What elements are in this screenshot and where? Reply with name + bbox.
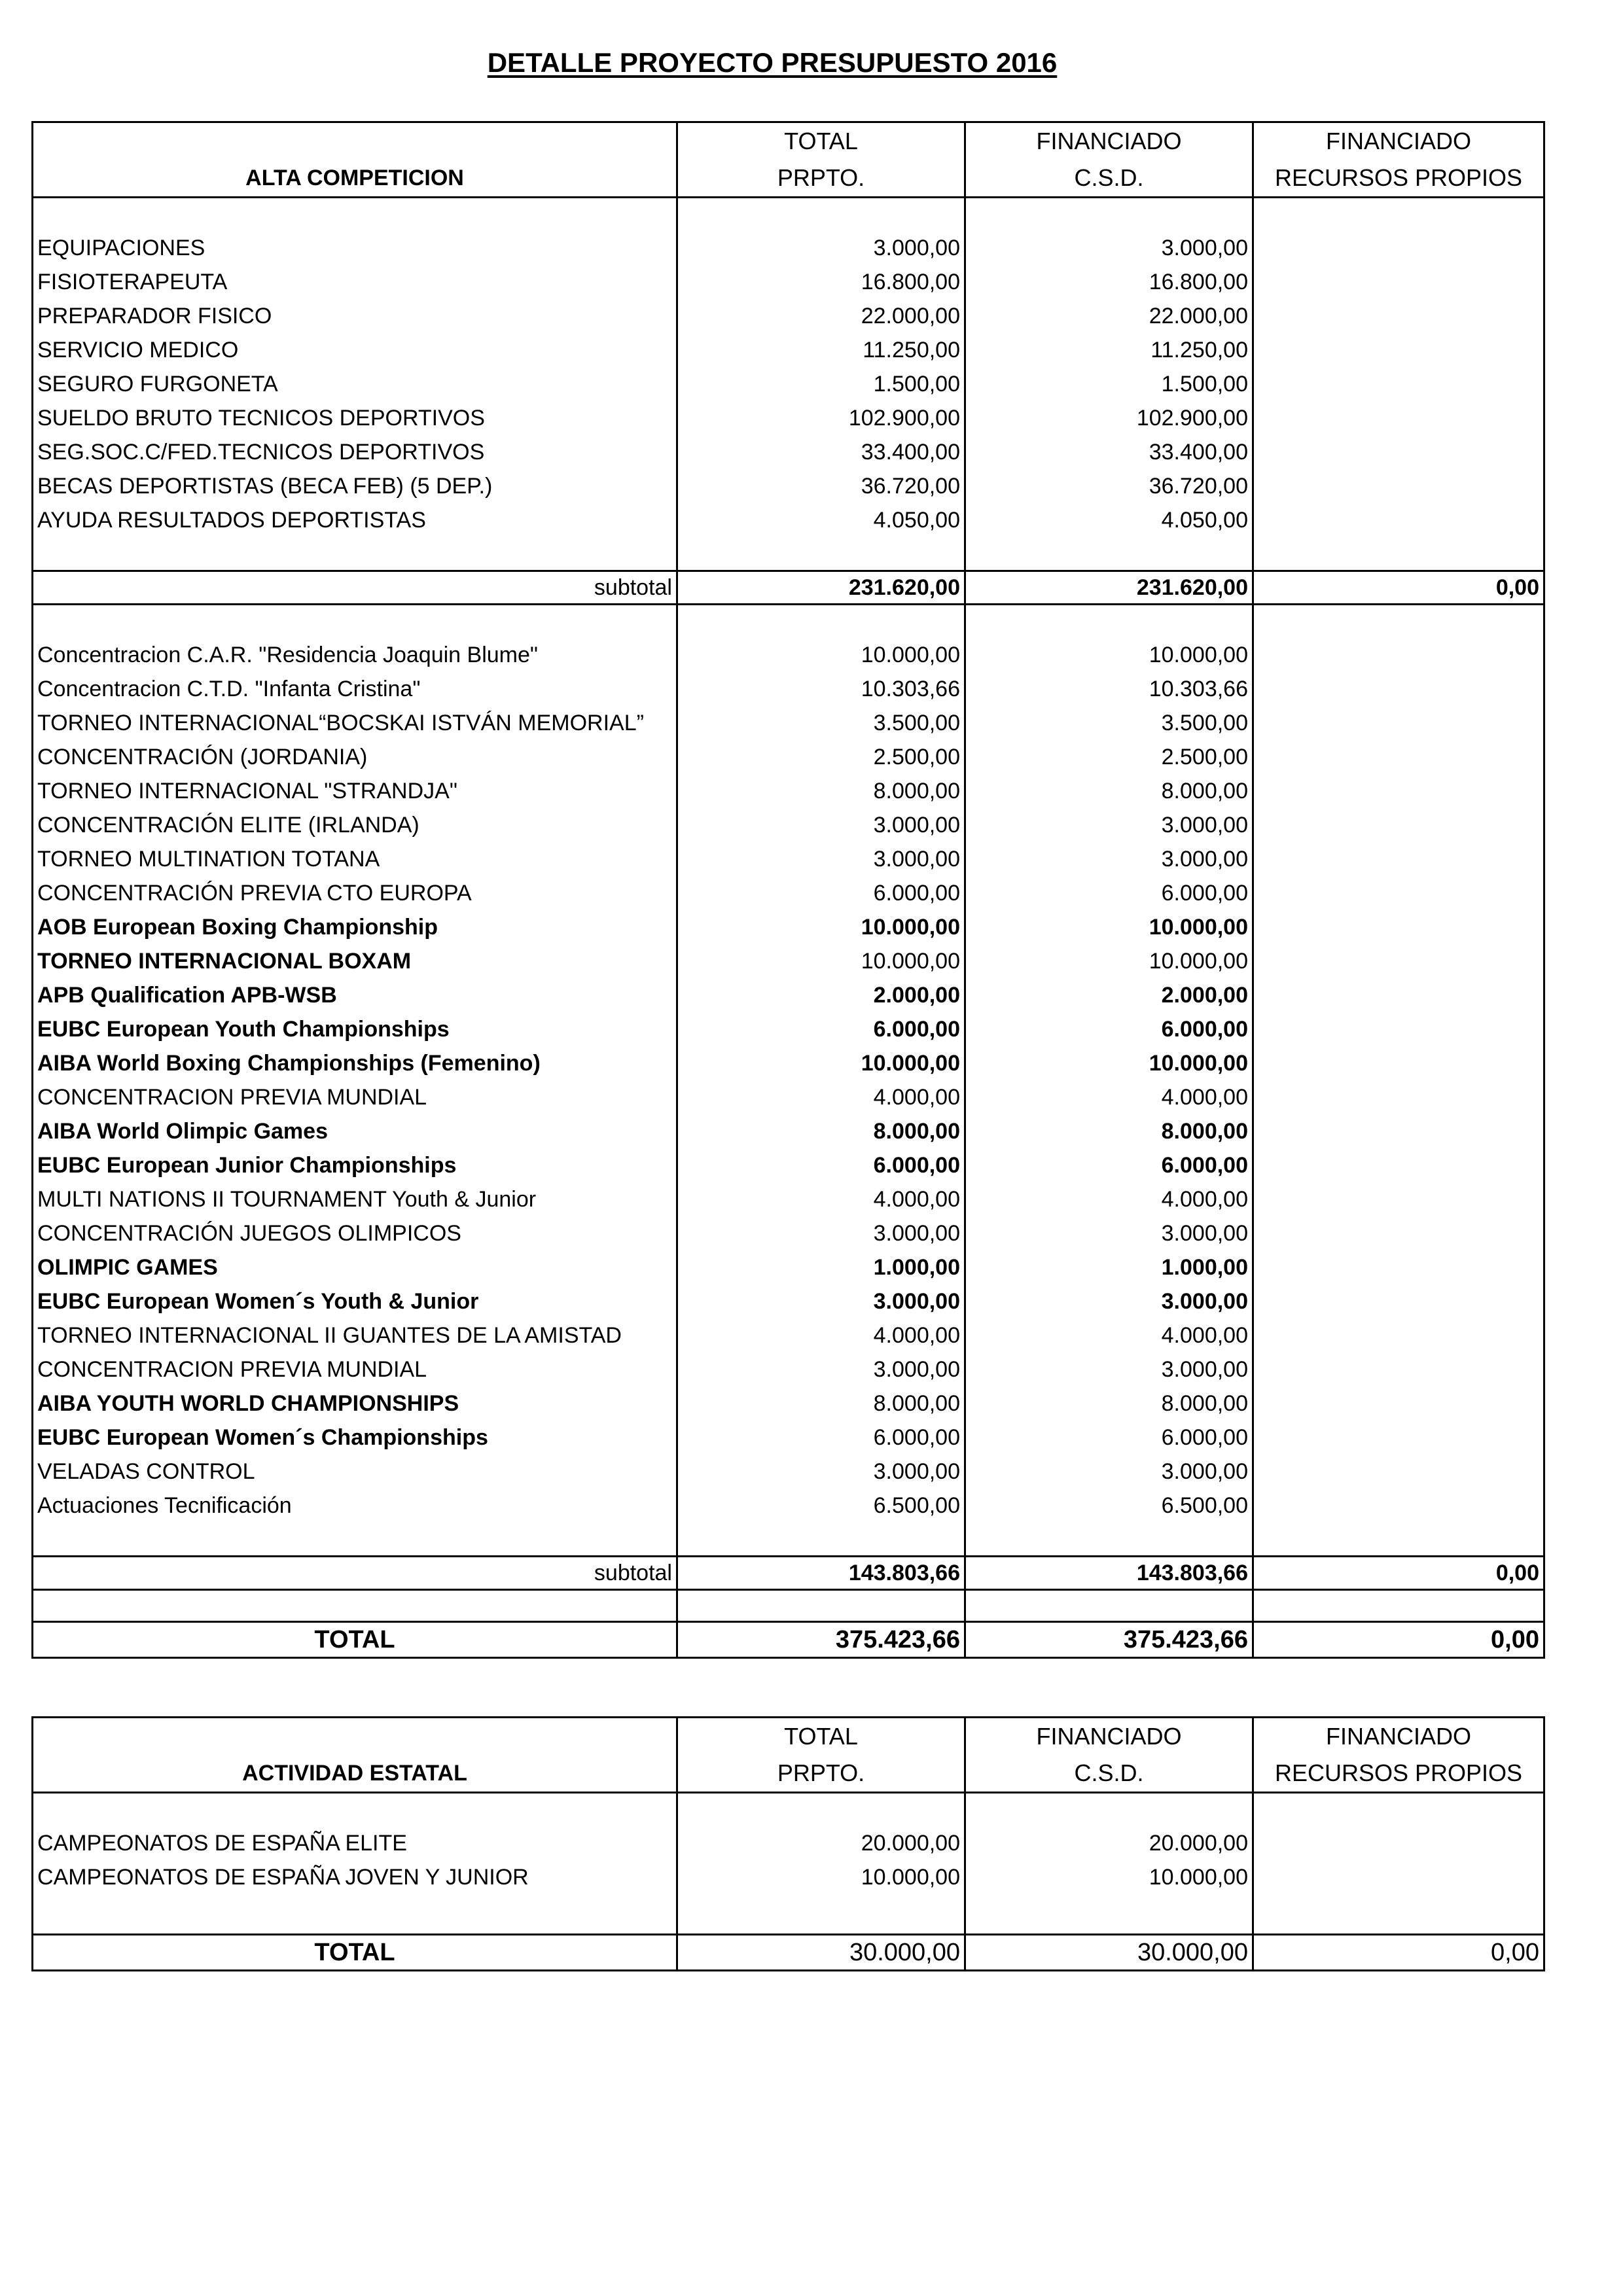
- table-row: [33, 1352, 1544, 1386]
- row-concept: VELADAS CONTROL: [33, 1455, 677, 1489]
- row-total-prpto: 4.050,00: [677, 503, 965, 537]
- row-recursos-propios: [1253, 503, 1544, 537]
- page-title: DETALLE PROYECTO PRESUPUESTO 2016: [487, 47, 1058, 78]
- table-row: [33, 1455, 1544, 1489]
- row-recursos-propios: [1253, 1114, 1544, 1148]
- row-recursos-propios: [1253, 672, 1544, 706]
- grand-total-total: 30.000,00: [677, 1935, 965, 1971]
- row-financiado-csd: 102.900,00: [965, 401, 1253, 435]
- row-concept: SEG.SOC.C/FED.TECNICOS DEPORTIVOS: [33, 435, 677, 469]
- alta-competicion-table: [31, 121, 1545, 1659]
- row-financiado-csd: 6.500,00: [965, 1489, 1253, 1523]
- subtotal-label: subtotal: [33, 1557, 677, 1590]
- row-recursos-propios: [1253, 808, 1544, 842]
- row-total-prpto: 4.000,00: [677, 1318, 965, 1352]
- row-total-prpto: 3.000,00: [677, 231, 965, 265]
- row-recursos-propios: [1253, 231, 1544, 265]
- row-recursos-propios: [1253, 299, 1544, 333]
- row-total-prpto: 8.000,00: [677, 1114, 965, 1148]
- row-financiado-csd: 36.720,00: [965, 469, 1253, 503]
- spacer-row: [33, 1523, 1544, 1557]
- table-row: [33, 299, 1544, 333]
- row-financiado-csd: 20.000,00: [965, 1826, 1253, 1860]
- col-propios-line2: RECURSOS PROPIOS: [1253, 160, 1544, 198]
- row-financiado-csd: 10.303,66: [965, 672, 1253, 706]
- row-financiado-csd: 4.000,00: [965, 1318, 1253, 1352]
- table-row: [33, 469, 1544, 503]
- row-recursos-propios: [1253, 1489, 1544, 1523]
- row-recursos-propios: [1253, 1421, 1544, 1455]
- row-financiado-csd: 6.000,00: [965, 1148, 1253, 1182]
- table-row: [33, 1489, 1544, 1523]
- row-total-prpto: 2.000,00: [677, 978, 965, 1012]
- row-total-prpto: 3.000,00: [677, 842, 965, 876]
- row-concept: BECAS DEPORTISTAS (BECA FEB) (5 DEP.): [33, 469, 677, 503]
- spacer-row: [33, 1793, 1544, 1827]
- row-total-prpto: 3.000,00: [677, 1455, 965, 1489]
- row-concept: TORNEO INTERNACIONAL“BOCSKAI ISTVÁN MEMORIAL”: [33, 706, 677, 740]
- subtotal-csd: 231.620,00: [965, 571, 1253, 605]
- col-csd-line2: C.S.D.: [965, 160, 1253, 198]
- row-total-prpto: 6.500,00: [677, 1489, 965, 1523]
- row-total-prpto: 1.500,00: [677, 367, 965, 401]
- row-total-prpto: 4.000,00: [677, 1182, 965, 1216]
- row-concept: TORNEO MULTINATION TOTANA: [33, 842, 677, 876]
- row-concept: APB Qualification APB-WSB: [33, 978, 677, 1012]
- row-recursos-propios: [1253, 944, 1544, 978]
- grand-total-csd: 30.000,00: [965, 1935, 1253, 1971]
- col-total-line2: PRPTO.: [677, 1755, 965, 1793]
- row-concept: CAMPEONATOS DE ESPAÑA JOVEN Y JUNIOR: [33, 1860, 677, 1894]
- row-recursos-propios: [1253, 706, 1544, 740]
- row-concept: PREPARADOR FISICO: [33, 299, 677, 333]
- spacer-row: [33, 537, 1544, 571]
- spacer-row: [33, 1894, 1544, 1935]
- row-financiado-csd: 22.000,00: [965, 299, 1253, 333]
- table-row: [33, 1421, 1544, 1455]
- row-financiado-csd: 6.000,00: [965, 876, 1253, 910]
- row-concept: TORNEO INTERNACIONAL "STRANDJA": [33, 774, 677, 808]
- row-financiado-csd: 3.000,00: [965, 231, 1253, 265]
- row-recursos-propios: [1253, 1284, 1544, 1318]
- row-total-prpto: 10.000,00: [677, 1046, 965, 1080]
- row-total-prpto: 6.000,00: [677, 1012, 965, 1046]
- row-total-prpto: 20.000,00: [677, 1826, 965, 1860]
- row-total-prpto: 22.000,00: [677, 299, 965, 333]
- table-row: [33, 672, 1544, 706]
- row-recursos-propios: [1253, 1386, 1544, 1421]
- row-concept: AOB European Boxing Championship: [33, 910, 677, 944]
- row-concept: CONCENTRACION PREVIA MUNDIAL: [33, 1080, 677, 1114]
- row-financiado-csd: 3.500,00: [965, 706, 1253, 740]
- row-concept: CONCENTRACIÓN PREVIA CTO EUROPA: [33, 876, 677, 910]
- table-header-row: [33, 122, 1544, 160]
- row-concept: EUBC European Women´s Youth & Junior: [33, 1284, 677, 1318]
- col-csd-line1: FINANCIADO: [965, 122, 1253, 160]
- row-financiado-csd: 10.000,00: [965, 1046, 1253, 1080]
- subtotal-row: [33, 1557, 1544, 1590]
- row-concept: AIBA World Olimpic Games: [33, 1114, 677, 1148]
- row-total-prpto: 6.000,00: [677, 1421, 965, 1455]
- row-financiado-csd: 1.000,00: [965, 1250, 1253, 1284]
- row-total-prpto: 36.720,00: [677, 469, 965, 503]
- grand-total-row: [33, 1622, 1544, 1658]
- row-recursos-propios: [1253, 774, 1544, 808]
- row-total-prpto: 3.500,00: [677, 706, 965, 740]
- row-recursos-propios: [1253, 1826, 1544, 1860]
- row-total-prpto: 33.400,00: [677, 435, 965, 469]
- subtotal-row: [33, 571, 1544, 605]
- row-recursos-propios: [1253, 1352, 1544, 1386]
- row-total-prpto: 3.000,00: [677, 1352, 965, 1386]
- table-row: [33, 978, 1544, 1012]
- row-total-prpto: 10.000,00: [677, 944, 965, 978]
- row-financiado-csd: 16.800,00: [965, 265, 1253, 299]
- row-total-prpto: 102.900,00: [677, 401, 965, 435]
- table-row: [33, 1826, 1544, 1860]
- table-row: [33, 435, 1544, 469]
- table-row: [33, 706, 1544, 740]
- table-row: [33, 367, 1544, 401]
- section-heading: ACTIVIDAD ESTATAL: [33, 1755, 677, 1793]
- col-total-line1: TOTAL: [677, 1718, 965, 1756]
- col-csd-line1: FINANCIADO: [965, 1718, 1253, 1756]
- table-header-row: [33, 1755, 1544, 1793]
- row-recursos-propios: [1253, 978, 1544, 1012]
- col-total-line2: PRPTO.: [677, 160, 965, 198]
- row-concept: OLIMPIC GAMES: [33, 1250, 677, 1284]
- row-financiado-csd: 1.500,00: [965, 367, 1253, 401]
- subtotal-total: 143.803,66: [677, 1557, 965, 1590]
- col-csd-line2: C.S.D.: [965, 1755, 1253, 1793]
- subtotal-csd: 143.803,66: [965, 1557, 1253, 1590]
- table-row: [33, 638, 1544, 672]
- subtotal-propios: 0,00: [1253, 1557, 1544, 1590]
- col-propios-line1: FINANCIADO: [1253, 1718, 1544, 1756]
- actividad-estatal-table: [31, 1716, 1545, 1971]
- table-row: [33, 842, 1544, 876]
- table-row: [33, 333, 1544, 367]
- row-concept: CONCENTRACIÓN JUEGOS OLIMPICOS: [33, 1216, 677, 1250]
- row-concept: CAMPEONATOS DE ESPAÑA ELITE: [33, 1826, 677, 1860]
- table-row: [33, 1386, 1544, 1421]
- row-concept: FISIOTERAPEUTA: [33, 265, 677, 299]
- table-row: [33, 1046, 1544, 1080]
- row-concept: EQUIPACIONES: [33, 231, 677, 265]
- grand-total-label: TOTAL: [33, 1935, 677, 1971]
- row-recursos-propios: [1253, 876, 1544, 910]
- row-recursos-propios: [1253, 333, 1544, 367]
- row-recursos-propios: [1253, 1080, 1544, 1114]
- row-concept: SEGURO FURGONETA: [33, 367, 677, 401]
- row-financiado-csd: 3.000,00: [965, 1455, 1253, 1489]
- table-row: [33, 503, 1544, 537]
- subtotal-label: subtotal: [33, 571, 677, 605]
- section-heading: ALTA COMPETICION: [33, 160, 677, 198]
- row-financiado-csd: 10.000,00: [965, 910, 1253, 944]
- row-recursos-propios: [1253, 638, 1544, 672]
- row-total-prpto: 6.000,00: [677, 876, 965, 910]
- table-row: [33, 1250, 1544, 1284]
- row-financiado-csd: 3.000,00: [965, 1352, 1253, 1386]
- table-row: [33, 774, 1544, 808]
- row-financiado-csd: 6.000,00: [965, 1421, 1253, 1455]
- table-row: [33, 1148, 1544, 1182]
- col-propios-line1: FINANCIADO: [1253, 122, 1544, 160]
- row-concept: Actuaciones Tecnificación: [33, 1489, 677, 1523]
- row-financiado-csd: 4.000,00: [965, 1182, 1253, 1216]
- table-row: [33, 1114, 1544, 1148]
- row-total-prpto: 10.000,00: [677, 1860, 965, 1894]
- spacer-row: [33, 605, 1544, 639]
- row-financiado-csd: 2.500,00: [965, 740, 1253, 774]
- row-recursos-propios: [1253, 435, 1544, 469]
- table-row: [33, 1318, 1544, 1352]
- table-row: [33, 1012, 1544, 1046]
- row-financiado-csd: 8.000,00: [965, 1114, 1253, 1148]
- row-recursos-propios: [1253, 1216, 1544, 1250]
- row-financiado-csd: 6.000,00: [965, 1012, 1253, 1046]
- row-concept: AIBA World Boxing Championships (Femenino): [33, 1046, 677, 1080]
- row-concept: EUBC European Youth Championships: [33, 1012, 677, 1046]
- table-row: [33, 944, 1544, 978]
- row-concept: AIBA YOUTH WORLD CHAMPIONSHIPS: [33, 1386, 677, 1421]
- row-financiado-csd: 4.000,00: [965, 1080, 1253, 1114]
- row-financiado-csd: 10.000,00: [965, 944, 1253, 978]
- row-financiado-csd: 3.000,00: [965, 808, 1253, 842]
- table-row: [33, 1216, 1544, 1250]
- grand-total-row: [33, 1935, 1544, 1971]
- row-concept: Concentracion C.T.D. "Infanta Cristina": [33, 672, 677, 706]
- row-recursos-propios: [1253, 740, 1544, 774]
- row-financiado-csd: 8.000,00: [965, 774, 1253, 808]
- row-recursos-propios: [1253, 1046, 1544, 1080]
- row-total-prpto: 8.000,00: [677, 774, 965, 808]
- row-total-prpto: 2.500,00: [677, 740, 965, 774]
- row-concept: TORNEO INTERNACIONAL BOXAM: [33, 944, 677, 978]
- row-recursos-propios: [1253, 1012, 1544, 1046]
- row-financiado-csd: 11.250,00: [965, 333, 1253, 367]
- row-total-prpto: 8.000,00: [677, 1386, 965, 1421]
- table-row: [33, 1182, 1544, 1216]
- row-financiado-csd: 33.400,00: [965, 435, 1253, 469]
- row-total-prpto: 3.000,00: [677, 1216, 965, 1250]
- row-total-prpto: 10.000,00: [677, 638, 965, 672]
- row-recursos-propios: [1253, 1182, 1544, 1216]
- table-row: [33, 1284, 1544, 1318]
- grand-total-csd: 375.423,66: [965, 1622, 1253, 1658]
- table-row: [33, 401, 1544, 435]
- table-row: [33, 876, 1544, 910]
- table-header-row: [33, 160, 1544, 198]
- table-row: [33, 265, 1544, 299]
- col-propios-line2: RECURSOS PROPIOS: [1253, 1755, 1544, 1793]
- table-row: [33, 1080, 1544, 1114]
- row-recursos-propios: [1253, 265, 1544, 299]
- empty-row: [33, 1590, 1544, 1622]
- col-total-line1: TOTAL: [677, 122, 965, 160]
- row-concept: AYUDA RESULTADOS DEPORTISTAS: [33, 503, 677, 537]
- row-concept: SUELDO BRUTO TECNICOS DEPORTIVOS: [33, 401, 677, 435]
- row-total-prpto: 10.303,66: [677, 672, 965, 706]
- grand-total-propios: 0,00: [1253, 1622, 1544, 1658]
- row-financiado-csd: 3.000,00: [965, 842, 1253, 876]
- row-total-prpto: 10.000,00: [677, 910, 965, 944]
- grand-total-label: TOTAL: [33, 1622, 677, 1658]
- row-total-prpto: 3.000,00: [677, 1284, 965, 1318]
- spacer-row: [33, 198, 1544, 232]
- grand-total-total: 375.423,66: [677, 1622, 965, 1658]
- subtotal-total: 231.620,00: [677, 571, 965, 605]
- subtotal-propios: 0,00: [1253, 571, 1544, 605]
- row-concept: CONCENTRACION PREVIA MUNDIAL: [33, 1352, 677, 1386]
- row-financiado-csd: 10.000,00: [965, 1860, 1253, 1894]
- table-row: [33, 910, 1544, 944]
- row-concept: MULTI NATIONS II TOURNAMENT Youth & Junior: [33, 1182, 677, 1216]
- row-total-prpto: 6.000,00: [677, 1148, 965, 1182]
- row-concept: TORNEO INTERNACIONAL II GUANTES DE LA AMISTAD: [33, 1318, 677, 1352]
- row-recursos-propios: [1253, 469, 1544, 503]
- table-row: [33, 1860, 1544, 1894]
- row-financiado-csd: 2.000,00: [965, 978, 1253, 1012]
- row-financiado-csd: 8.000,00: [965, 1386, 1253, 1421]
- row-financiado-csd: 3.000,00: [965, 1284, 1253, 1318]
- row-total-prpto: 4.000,00: [677, 1080, 965, 1114]
- row-recursos-propios: [1253, 1318, 1544, 1352]
- row-recursos-propios: [1253, 1148, 1544, 1182]
- row-recursos-propios: [1253, 367, 1544, 401]
- grand-total-propios: 0,00: [1253, 1935, 1544, 1971]
- row-total-prpto: 11.250,00: [677, 333, 965, 367]
- table-row: [33, 740, 1544, 774]
- row-concept: Concentracion C.A.R. "Residencia Joaquin Blume": [33, 638, 677, 672]
- row-recursos-propios: [1253, 842, 1544, 876]
- row-recursos-propios: [1253, 401, 1544, 435]
- table-row: [33, 231, 1544, 265]
- row-total-prpto: 1.000,00: [677, 1250, 965, 1284]
- row-concept: EUBC European Junior Championships: [33, 1148, 677, 1182]
- row-total-prpto: 3.000,00: [677, 808, 965, 842]
- row-concept: SERVICIO MEDICO: [33, 333, 677, 367]
- row-recursos-propios: [1253, 910, 1544, 944]
- table-row: [33, 808, 1544, 842]
- row-financiado-csd: 4.050,00: [965, 503, 1253, 537]
- row-concept: CONCENTRACIÓN ELITE (IRLANDA): [33, 808, 677, 842]
- row-total-prpto: 16.800,00: [677, 265, 965, 299]
- row-financiado-csd: 10.000,00: [965, 638, 1253, 672]
- row-financiado-csd: 3.000,00: [965, 1216, 1253, 1250]
- row-recursos-propios: [1253, 1455, 1544, 1489]
- row-concept: EUBC European Women´s Championships: [33, 1421, 677, 1455]
- row-concept: CONCENTRACIÓN (JORDANIA): [33, 740, 677, 774]
- table-header-row: [33, 1718, 1544, 1756]
- row-recursos-propios: [1253, 1860, 1544, 1894]
- row-recursos-propios: [1253, 1250, 1544, 1284]
